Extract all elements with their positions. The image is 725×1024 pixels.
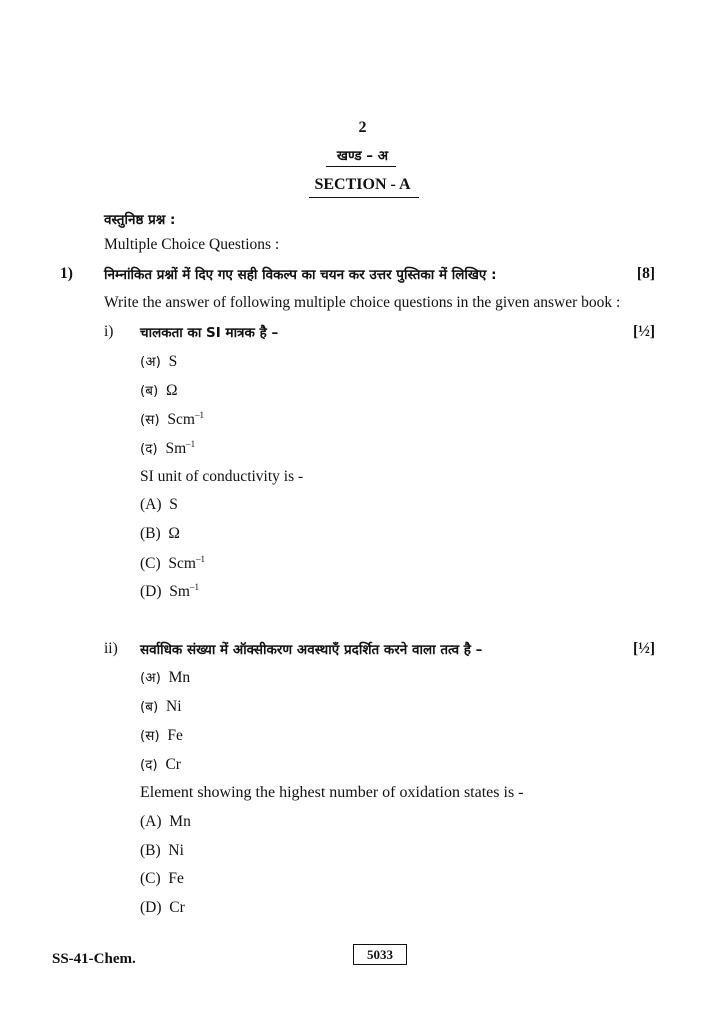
question-number: 1) (60, 265, 73, 282)
option-text: Sm (169, 583, 190, 600)
option-item (140, 496, 178, 514)
option-item (140, 842, 184, 860)
option-label: (C) (140, 555, 161, 572)
booklet-code-box: 5033 (353, 944, 407, 965)
option-label: (C) (140, 870, 161, 887)
option-item (140, 697, 182, 716)
subquestion-text-english: SI unit of conductivity is - (140, 468, 304, 485)
option-item (140, 755, 181, 774)
option-item (140, 813, 191, 831)
section-title-hindi: खण्ड – अ (336, 148, 389, 164)
option-text: Mn (168, 669, 191, 686)
option-label: (ब) (140, 383, 159, 399)
option-label: (D) (140, 583, 162, 600)
section-hindi-underline (326, 166, 396, 167)
option-label: (द) (140, 441, 158, 457)
option-text: Scm (167, 411, 195, 428)
option-item (140, 554, 205, 573)
option-label: (A) (140, 813, 162, 830)
option-superscript: –1 (189, 582, 199, 592)
option-item (140, 439, 195, 458)
subquestion-number: i) (104, 323, 114, 340)
option-text: Ni (168, 842, 184, 859)
subquestion-marks: [½] (633, 323, 655, 340)
option-label: (B) (140, 842, 161, 859)
option-label: (ब) (140, 699, 159, 715)
option-item (140, 899, 185, 917)
subquestion-number: ii) (104, 640, 118, 657)
option-label: (अ) (140, 670, 161, 686)
option-text: Cr (169, 899, 185, 916)
question-instruction-english: Write the answer of following multiple choice questions in the given answer book : (104, 294, 621, 311)
subquestion-text-hindi: सर्वाधिक संख्या में ऑक्सीकरण अवस्थाएँ प्रदर्शित करने वाला तत्व है – (140, 642, 483, 658)
option-item (140, 525, 180, 543)
subquestion-text-hindi: चालकता का SI मात्रक है – (140, 325, 279, 341)
objective-heading-hindi: वस्तुनिष्ठ प्रश्न : (104, 212, 176, 228)
subquestion-text-english: Element showing the highest number of oxidation states is - (140, 784, 524, 801)
option-label: (D) (140, 899, 162, 916)
option-item (140, 410, 204, 429)
section-title-english: SECTION - A (314, 176, 411, 193)
option-label: (A) (140, 496, 162, 513)
option-text: S (168, 353, 178, 370)
option-item (140, 352, 177, 371)
option-text: Fe (167, 727, 183, 744)
question-instruction-hindi: निम्नांकित प्रश्नों में दिए गए सही विकल्प का चयन कर उत्तर पुस्तिका में लिखिए : (104, 267, 497, 283)
option-label: (B) (140, 525, 161, 542)
option-label: (द) (140, 757, 158, 773)
option-text: Mn (169, 813, 191, 830)
option-text: S (169, 496, 178, 513)
option-item (140, 582, 199, 601)
option-superscript: –1 (194, 410, 204, 420)
option-text: Fe (168, 870, 184, 887)
option-superscript: –1 (195, 554, 205, 564)
section-english-underline (309, 197, 419, 198)
option-text: Ω (166, 382, 178, 399)
option-label: (अ) (140, 354, 161, 370)
page-number: 2 (358, 119, 367, 136)
option-text: Ni (166, 698, 182, 715)
option-superscript: –1 (186, 439, 196, 449)
option-text: Scm (168, 555, 196, 572)
objective-heading-english: Multiple Choice Questions : (104, 236, 280, 253)
option-label: (स) (140, 412, 160, 428)
question-marks: [8] (636, 265, 655, 282)
option-text: Ω (168, 525, 180, 542)
option-item (140, 726, 183, 745)
option-item (140, 668, 190, 687)
option-label: (स) (140, 728, 160, 744)
option-text: Sm (165, 440, 187, 457)
option-text: Cr (165, 756, 181, 773)
subquestion-marks: [½] (633, 640, 655, 657)
paper-code: SS-41-Chem. (52, 951, 136, 967)
option-item (140, 381, 178, 400)
option-item (140, 870, 184, 888)
